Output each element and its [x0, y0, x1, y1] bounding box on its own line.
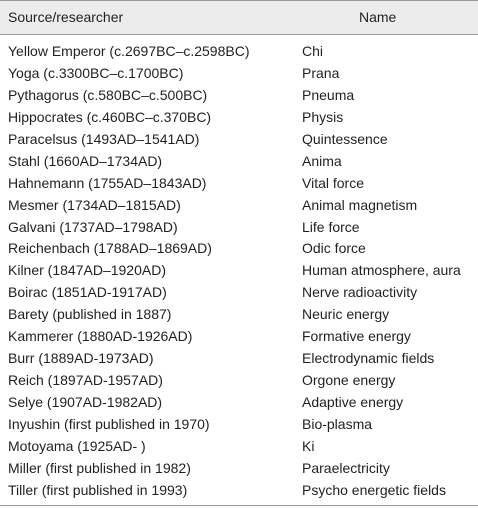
table-row [0, 129, 478, 151]
name-cell: Nerve radioactivity [302, 284, 418, 301]
table-row [0, 348, 478, 370]
source-cell: Tiller (first published in 1993) [8, 481, 188, 498]
name-cell: Orgone energy [302, 372, 396, 389]
source-cell: Burr (1889AD-1973AD) [8, 350, 154, 367]
table-row [0, 458, 478, 480]
table-header [0, 0, 478, 35]
table-row [0, 173, 478, 195]
table-bottom-rule [0, 505, 478, 506]
source-cell: Stahl (1660AD–1734AD) [8, 152, 163, 169]
name-cell: Anima [302, 152, 342, 169]
table-row [0, 217, 478, 239]
source-cell: Yoga (c.3300BC–c.1700BC) [8, 64, 184, 81]
source-cell: Kammerer (1880AD-1926AD) [8, 328, 193, 345]
table-row [0, 63, 478, 85]
name-cell: Bio-plasma [302, 415, 373, 432]
source-cell: Galvani (1737AD–1798AD) [8, 218, 178, 235]
name-cell: Life force [302, 218, 360, 235]
name-cell: Electrodynamic fields [302, 350, 435, 367]
table-row [0, 414, 478, 436]
table-row [0, 195, 478, 217]
table-row [0, 41, 478, 63]
header-name: Name [359, 9, 397, 25]
table-row [0, 282, 478, 304]
source-cell: Reichenbach (1788AD–1869AD) [8, 240, 212, 257]
name-cell: Neuric energy [302, 306, 390, 323]
table-row [0, 107, 478, 129]
source-cell: Paracelsus (1493AD–1541AD) [8, 130, 200, 147]
table-row [0, 85, 478, 107]
name-cell: Animal magnetism [302, 196, 418, 213]
source-cell: Inyushin (first published in 1970) [8, 415, 210, 432]
source-cell: Hippocrates (c.460BC–c.370BC) [8, 108, 212, 125]
source-cell: Kilner (1847AD–1920AD) [8, 262, 166, 279]
source-cell: Reich (1897AD-1957AD) [8, 372, 163, 389]
name-cell: Formative energy [302, 328, 411, 345]
name-cell: Ki [302, 437, 315, 454]
source-cell: Miller (first published in 1982) [8, 459, 191, 476]
name-cell: Vital force [302, 174, 364, 191]
source-cell: Pythagorus (c.580BC–c.500BC) [8, 86, 208, 103]
name-cell: Paraelectricity [302, 459, 390, 476]
name-cell: Prana [302, 64, 340, 81]
table-row [0, 151, 478, 173]
name-cell: Odic force [302, 240, 366, 257]
name-cell: Pneuma [302, 86, 355, 103]
source-cell: Barety (published in 1887) [8, 306, 172, 323]
name-cell: Quintessence [302, 130, 388, 147]
name-cell: Adaptive energy [302, 394, 404, 410]
name-cell: Psycho energetic fields [302, 481, 446, 498]
table-row [0, 260, 478, 282]
table-row [0, 370, 478, 392]
source-cell: Yellow Emperor (c.2697BC–c.2598BC) [8, 43, 250, 59]
table-row [0, 392, 478, 414]
header-source-researcher: Source/researcher [8, 9, 124, 25]
source-cell: Motoyama (1925AD- ) [8, 437, 146, 454]
source-cell: Boirac (1851AD-1917AD) [8, 284, 167, 301]
source-cell: Mesmer (1734AD–1815AD) [8, 196, 181, 213]
name-cell: Human atmosphere, aura [302, 262, 461, 279]
table-row [0, 436, 478, 458]
name-cell: Chi [302, 43, 324, 59]
table-row [0, 238, 478, 260]
table-row [0, 480, 478, 502]
source-cell: Hahnemann (1755AD–1843AD) [8, 174, 207, 191]
table-row [0, 304, 478, 326]
name-cell: Physis [302, 108, 344, 125]
source-cell: Selye (1907AD-1982AD) [8, 394, 163, 410]
table-body [0, 41, 478, 502]
table-row [0, 326, 478, 348]
